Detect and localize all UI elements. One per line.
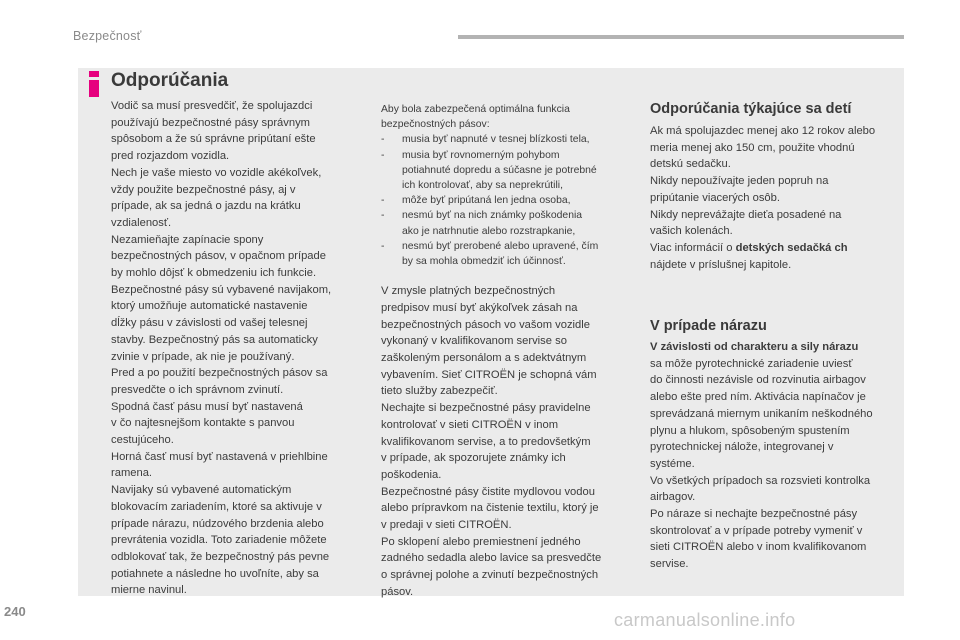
text-line: sprevádzaná miernym unikaním neškodného	[650, 407, 873, 420]
text-line: stavby. Bezpečnostný pás sa automaticky	[111, 333, 318, 346]
page-number: 240	[4, 604, 26, 619]
text-line: môže byť pripútaná len jedna osoba,	[402, 195, 571, 207]
text-line: Nezamieňajte zapínacie spony	[111, 233, 264, 246]
middle-column	[381, 102, 633, 601]
text-line: predpisov musí byť akýkoľvek zásah na	[381, 301, 578, 314]
text-line: cestujúceho.	[111, 434, 174, 447]
text-line: Vodič sa musí presvedčiť, že spolujazdci	[111, 100, 313, 112]
text-line: by mohlo dôjsť k obmedzeniu ich funkcie.	[111, 267, 317, 280]
bullet-dash: -	[381, 134, 385, 146]
more-info-line	[650, 240, 904, 257]
text-line: detskú sedačku.	[650, 158, 731, 171]
text-line: v predaji v sieti CITROËN.	[381, 519, 512, 532]
more-info-prefix: Viac informácií o	[650, 241, 736, 254]
text-line: Aby bola zabezpečená optimálna funkcia	[381, 104, 570, 115]
text-line: Vo všetkých prípadoch sa rozsvieti kontrolka	[650, 474, 871, 487]
page-title: Odporúčania	[111, 70, 229, 91]
text-line: Bezpečnostné pásy čistite mydlovou vodou	[381, 485, 595, 498]
text-line: alebo ešte pred ním. Aktivácia napínačov je	[650, 391, 866, 404]
text-line: vybavením. Sieť CITROËN je schopná vám	[381, 368, 597, 381]
text-line: V zmysle platných bezpečnostných	[381, 285, 556, 298]
text-line: bezpečnostných pásov:	[381, 119, 490, 131]
text-line: tieto služby zabezpečiť.	[381, 385, 498, 398]
text-line: vždy použite bezpečnostné pásy, aj v	[111, 183, 296, 196]
text-line: Ak má spolujazdec menej ako 12 rokov alebo	[650, 125, 876, 137]
bullet-dash: -	[381, 195, 385, 207]
children-heading: Odporúčania týkajúce sa detí	[650, 101, 852, 117]
text-line: nesmú byť prerobené alebo upravené, čím	[402, 240, 599, 252]
text-line: vašich kolenách.	[650, 225, 733, 238]
text-line: poškodenia.	[381, 468, 442, 481]
text-line: Spodná časť pásu musí byť nastavená	[111, 400, 303, 413]
text-line: do činnosti nezávisle od rozvinutia airbagov	[650, 374, 866, 387]
text-line: vykonaný v kvalifikovanom servise so	[381, 335, 567, 348]
requirements-list	[381, 132, 633, 269]
text-line: meria menej ako 150 cm, použite vhodnú	[650, 141, 855, 154]
text-line: kvalifikovanom servise, a to predovšetkým	[381, 435, 591, 448]
text-line: ktorý umožňuje automatické nastavenie	[111, 300, 308, 313]
text-line: Navijaky sú vybavené automatickým	[111, 484, 292, 497]
list-item	[381, 239, 633, 269]
text-line: odblokovať tak, že bezpečnostný pás pevne	[111, 550, 330, 563]
text-line: musia byť rovnomerným pohybom	[402, 149, 560, 161]
text-line: Bezpečnostné pásy sú vybavené navijakom,	[111, 283, 332, 296]
text-line: musia byť napnuté v tesnej blízkosti tela,	[402, 134, 590, 146]
text-line: pred rozjazdom vozidla.	[111, 150, 230, 163]
text-line: skontrolovať a v prípade potreby vymeniť v	[650, 524, 863, 537]
text-line: pripútanie viacerých osôb.	[650, 191, 780, 204]
section-header: Bezpečnosť	[73, 29, 142, 43]
text-line: bezpečnostných pásov, v opačnom prípade	[111, 250, 326, 263]
text-line: ako je natrhnutie alebo rozstrapkanie,	[402, 225, 576, 237]
text-line: presvedčte o ich správnom zvinutí.	[111, 383, 284, 396]
text-line: by sa mohla obmedziť ich účinnosť.	[402, 256, 566, 268]
watermark: carmanualsonline.info	[614, 610, 796, 630]
text-line: sieti CITROËN alebo v inom kvalifikovanom	[650, 541, 867, 554]
text-line: systéme.	[650, 457, 695, 470]
bullet-dash: -	[381, 149, 385, 161]
text-line: bezpečnostných pásoch vo vašom vozidle	[381, 318, 590, 331]
text-line: zvinie v prípade, ak nie je používaný.	[111, 350, 295, 363]
text-line: blokovacím zariadením, ktoré sa aktivuje v	[111, 500, 322, 513]
text-line: ramena.	[111, 467, 153, 480]
text-line: Nikdy neprevážajte dieťa posadené na	[650, 208, 842, 221]
impact-section	[650, 339, 904, 573]
text-line: potiahnuté dopredu a súčasne je potrebné	[402, 164, 597, 176]
text-line: Nikdy nepoužívajte jeden popruh na	[650, 175, 829, 188]
text-line: používajú bezpečnostné pásy správnym	[111, 116, 311, 129]
text-line: o správnej polohe a zvinutí bezpečnostných	[381, 569, 599, 582]
text-line: v prípade, ak spozorujete známky ich	[381, 452, 566, 465]
more-info-topic: detských sedačká ch	[735, 241, 848, 254]
list-item	[381, 193, 633, 208]
text-line: vzdialenosť.	[111, 216, 172, 229]
text-line: airbagov.	[650, 491, 696, 504]
text-line: Nech je vaše miesto vo vozidle akékoľvek,	[111, 166, 322, 179]
text-line: kontrolovať v sieti CITROËN v inom	[381, 418, 559, 431]
text-line: prípade, ak sa jedná o jazdu na krátku	[111, 200, 301, 213]
text-line: Pred a po použití bezpečnostných pásov sa	[111, 367, 328, 380]
left-column	[111, 98, 361, 599]
info-icon	[87, 71, 101, 97]
header-rule	[458, 35, 904, 39]
text-line: Nechajte si bezpečnostné pásy pravidelne	[381, 402, 591, 415]
text-line: alebo prípravkom na čistenie textilu, ktorý je	[381, 502, 599, 515]
list-item	[381, 208, 633, 238]
text-line: zadného sedadla alebo lavice sa presvedčte	[381, 552, 602, 565]
text-line: sa môže pyrotechnické zariadenie uviesť	[650, 357, 853, 370]
text-line: pásov.	[381, 585, 414, 598]
impact-lead	[650, 339, 904, 356]
text-line: Horná časť musí byť nastavená v priehlbine	[111, 450, 328, 463]
text-line: prevrátenia vozidla. Toto zariadenie môžete	[111, 534, 327, 547]
text-line: spôsobom a že sú správne pripútaní ešte	[111, 133, 316, 146]
bullet-dash: -	[381, 240, 385, 252]
text-line: servise.	[650, 558, 689, 571]
bullet-dash: -	[381, 210, 385, 222]
text-line: plynu a hlukom, spôsobeným spustením	[650, 424, 850, 437]
text-line: Po náraze si nechajte bezpečnostné pásy	[650, 508, 858, 521]
impact-lead-bold: V závislosti od charakteru a sily nárazu	[650, 341, 859, 353]
text-line: ich kontrolovať, aby sa neprekrútili,	[402, 180, 563, 192]
text-line: prípade nárazu, núdzového brzdenia alebo	[111, 517, 324, 530]
children-section	[650, 123, 904, 273]
text-line: dĺžky pásu v závislosti od vašej telesnej	[111, 317, 308, 330]
text-line: Po sklopení alebo premiestnení jedného	[381, 535, 581, 548]
impact-heading: V prípade nárazu	[650, 318, 767, 334]
text-line: nájdete v príslušnej kapitole.	[650, 258, 792, 271]
text-line: potiahnete a následne ho uvoľníte, aby sa	[111, 567, 319, 580]
text-line: zaškoleným personálom a s adektvátnym	[381, 352, 587, 365]
list-item	[381, 132, 633, 147]
list-item	[381, 148, 633, 194]
text-line: v čo najtesnejšom kontakte s panvou	[111, 417, 295, 430]
text-line: pyrotechnickej nálože, integrovanej v	[650, 441, 834, 454]
text-line: nesmú byť na nich známky poškodenia	[402, 210, 583, 222]
text-line: mierne navinul.	[111, 584, 187, 597]
